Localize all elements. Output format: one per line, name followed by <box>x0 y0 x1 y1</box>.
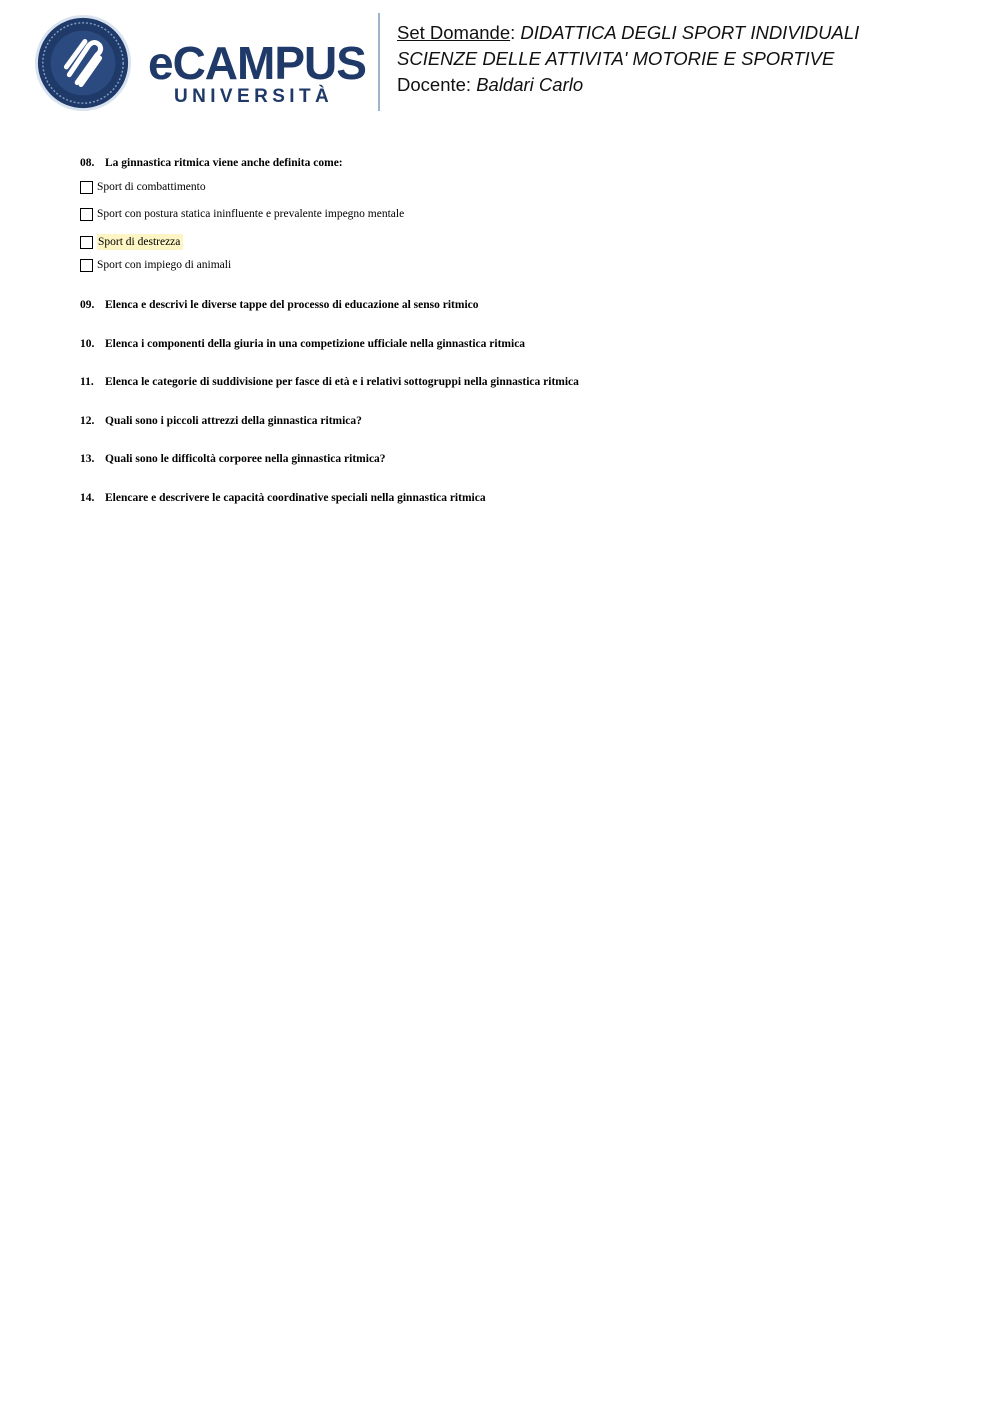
option-label: Sport con impiego di animali <box>97 259 232 271</box>
answer-option[interactable] <box>80 180 206 194</box>
answer-option[interactable] <box>80 258 231 272</box>
checkbox[interactable] <box>80 181 93 194</box>
answer-option[interactable] <box>80 207 404 221</box>
question-text: Elencare e descrivere le capacità coordinative speciali nella ginnastica ritmica <box>105 492 486 504</box>
checkbox[interactable] <box>80 236 93 249</box>
question-text: Elenca e descrivi le diverse tappe del processo di educazione al senso ritmico <box>105 299 479 311</box>
university-seal-logo <box>34 14 132 112</box>
set-label: Set Domande <box>397 22 511 43</box>
question-number: 13. <box>80 453 95 465</box>
course-title: DIDATTICA DEGLI SPORT INDIVIDUALI <box>520 22 860 43</box>
question-text: Elenca le categorie di suddivisione per fasce di età e i relativi sottogruppi nella ginnastica ritmica <box>105 376 579 388</box>
header-info <box>397 20 859 98</box>
option-label: Sport di combattimento <box>97 181 206 193</box>
question-text: Quali sono i piccoli attrezzi della ginnastica ritmica? <box>105 415 362 427</box>
question-12 <box>80 414 362 428</box>
wordmark-main: eCAMPUS <box>148 37 366 89</box>
teacher-line <box>397 72 859 98</box>
option-label: Sport di destrezza <box>97 234 183 250</box>
ecampus-wordmark <box>148 37 366 110</box>
header-divider <box>378 13 380 111</box>
teacher-name: Baldari Carlo <box>476 74 584 95</box>
question-14 <box>80 491 486 505</box>
question-11 <box>80 375 579 389</box>
question-number: 11. <box>80 376 94 388</box>
checkbox[interactable] <box>80 259 93 272</box>
question-10 <box>80 337 525 351</box>
teacher-label: Docente: <box>397 74 477 95</box>
program-title: SCIENZE DELLE ATTIVITA' MOTORIE E SPORTIVE <box>397 48 835 69</box>
set-separator: : <box>510 22 521 43</box>
question-number: 08. <box>80 157 95 169</box>
question-number: 10. <box>80 338 95 350</box>
question-08 <box>80 156 343 170</box>
wordmark-sub: UNIVERSITÀ <box>174 86 334 107</box>
answer-option-highlighted[interactable] <box>80 234 183 250</box>
question-text: La ginnastica ritmica viene anche definita come: <box>105 157 343 169</box>
question-number: 09. <box>80 299 95 311</box>
question-number: 12. <box>80 415 95 427</box>
set-line <box>397 20 859 46</box>
question-number: 14. <box>80 492 95 504</box>
checkbox[interactable] <box>80 208 93 221</box>
option-label: Sport con postura statica ininfluente e prevalente impegno mentale <box>97 208 405 220</box>
question-text: Elenca i componenti della giuria in una competizione ufficiale nella ginnastica ritmica <box>105 338 526 350</box>
question-13 <box>80 452 386 466</box>
question-text: Quali sono le difficoltà corporee nella ginnastica ritmica? <box>105 453 386 465</box>
document-header <box>0 0 1000 120</box>
question-09 <box>80 298 479 312</box>
